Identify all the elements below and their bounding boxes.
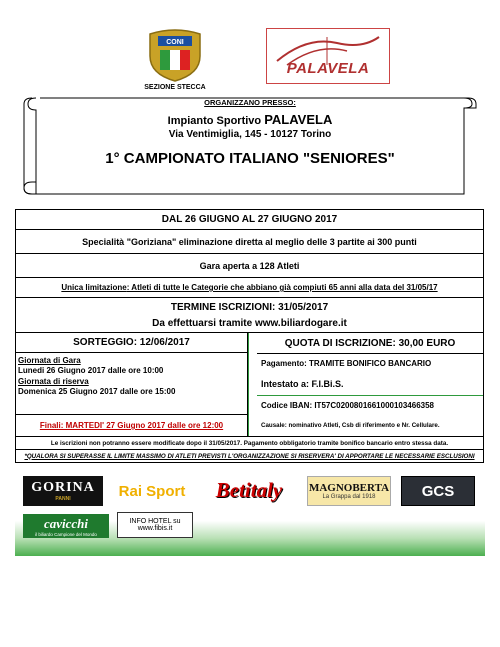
reserve-day-label: Giornata di riserva bbox=[18, 377, 89, 386]
magnoberta-text: MAGNOBERTA bbox=[308, 482, 390, 494]
palavela-logo-text: PALAVELA bbox=[286, 60, 370, 77]
scroll-content bbox=[48, 98, 452, 167]
venue-prefix: Impianto Sportivo bbox=[167, 115, 262, 127]
specialty: Specialità "Goriziana" eliminazione diretta al meglio delle 3 partite ai 300 punti bbox=[16, 230, 483, 254]
payee: Intestato a: F.I.Bi.S. bbox=[261, 379, 344, 389]
registration-site: Da effettuarsi tramite www.biliardogare.it bbox=[16, 314, 483, 333]
sponsor-gorina[interactable] bbox=[23, 476, 103, 506]
modifications-note: Le iscrizioni non potranno essere modificate dopo il 31/05/2017. Pagamento obbligatorio tramite bonifico bancario entro stessa data. bbox=[16, 436, 483, 450]
reserve-day: Domenica 25 Giugno 2017 dalle ore 15:00 bbox=[18, 387, 176, 396]
organize-label: ORGANIZZANO PRESSO: bbox=[204, 98, 296, 107]
details-box bbox=[15, 209, 484, 463]
deadline: TERMINE ISCRIZIONI: 31/05/2017 bbox=[170, 301, 329, 313]
limitation bbox=[16, 278, 483, 298]
section-label: SEZIONE STECCA bbox=[144, 84, 206, 91]
limitation-label: Unica limitazione bbox=[61, 283, 127, 292]
coni-logo bbox=[146, 26, 204, 82]
schedule-column bbox=[16, 333, 248, 436]
sponsor-magnoberta[interactable] bbox=[307, 476, 391, 506]
palavela-logo bbox=[266, 28, 390, 84]
rai-sport-text: Rai Sport bbox=[118, 482, 186, 500]
info-hotel-box[interactable] bbox=[117, 512, 193, 538]
limitation-text: : Atleti di tutte le Categorie che abbiano già compiuti 65 anni alla data del 31/05/17 bbox=[126, 283, 438, 292]
gorina-text: GORINA bbox=[31, 480, 95, 495]
iban: Codice IBAN: IT57C0200801661000103466358 bbox=[257, 395, 483, 415]
cavicchi-sub: il biliardo Campione del Mondo bbox=[35, 531, 97, 537]
race-day-label: Giornata di Gara bbox=[18, 356, 81, 365]
championship-title: 1° CAMPIONATO ITALIANO "SENIORES" bbox=[105, 150, 395, 167]
dates: DAL 26 GIUGNO AL 27 GIUGNO 2017 bbox=[16, 210, 483, 230]
sponsor-band bbox=[15, 468, 485, 556]
sponsor-betitaly[interactable] bbox=[199, 474, 299, 506]
gcs-text: GCS bbox=[421, 482, 455, 500]
open-to: Gara aperta a 128 Atleti bbox=[16, 254, 483, 278]
payment-reason: Causale: nominativo Atleti, Csb di riferimento e Nr. Cellulare. bbox=[261, 421, 440, 429]
gorina-sub: PANNI bbox=[55, 496, 71, 502]
info-hotel-text: INFO HOTEL su bbox=[129, 518, 181, 525]
limit-note-text: *QUALORA SI SUPERASSE IL LIMITE MASSIMO DI ATLETI PREVISTI L'ORGANIZZAZIONE SI RISERVERA' DI APPORTARE LE NECESSARIE ESCLUSIONI bbox=[24, 452, 475, 460]
fee: QUOTA DI ISCRIZIONE: 30,00 EURO bbox=[284, 337, 456, 349]
sponsor-cavicchi[interactable] bbox=[23, 514, 109, 538]
draw-date: SORTEGGIO: 12/06/2017 bbox=[16, 333, 247, 353]
payment-column bbox=[249, 333, 483, 436]
finals-date: Finali: MARTEDI' 27 Giugno 2017 dalle ore 12:00 bbox=[39, 421, 224, 430]
cavicchi-text: cavicchi bbox=[43, 515, 89, 531]
betitaly-text: Betitaly bbox=[215, 477, 283, 502]
magnoberta-sub: La Grappa dal 1918 bbox=[322, 494, 376, 500]
sponsor-rai-sport[interactable] bbox=[111, 478, 193, 504]
address: Via Ventimiglia, 145 - 10127 Torino bbox=[168, 129, 332, 140]
venue-name: PALAVELA bbox=[264, 112, 333, 127]
venue bbox=[48, 112, 452, 127]
sponsor-gcs[interactable] bbox=[401, 476, 475, 506]
limit-note bbox=[16, 450, 483, 462]
race-day: Lunedi 26 Giugno 2017 dalle ore 10:00 bbox=[18, 366, 164, 375]
coni-text: CONI bbox=[166, 39, 184, 46]
payment-method: Pagamento: TRAMITE BONIFICO BANCARIO bbox=[257, 353, 483, 373]
info-hotel-url[interactable]: www.fibis.it bbox=[137, 525, 173, 532]
